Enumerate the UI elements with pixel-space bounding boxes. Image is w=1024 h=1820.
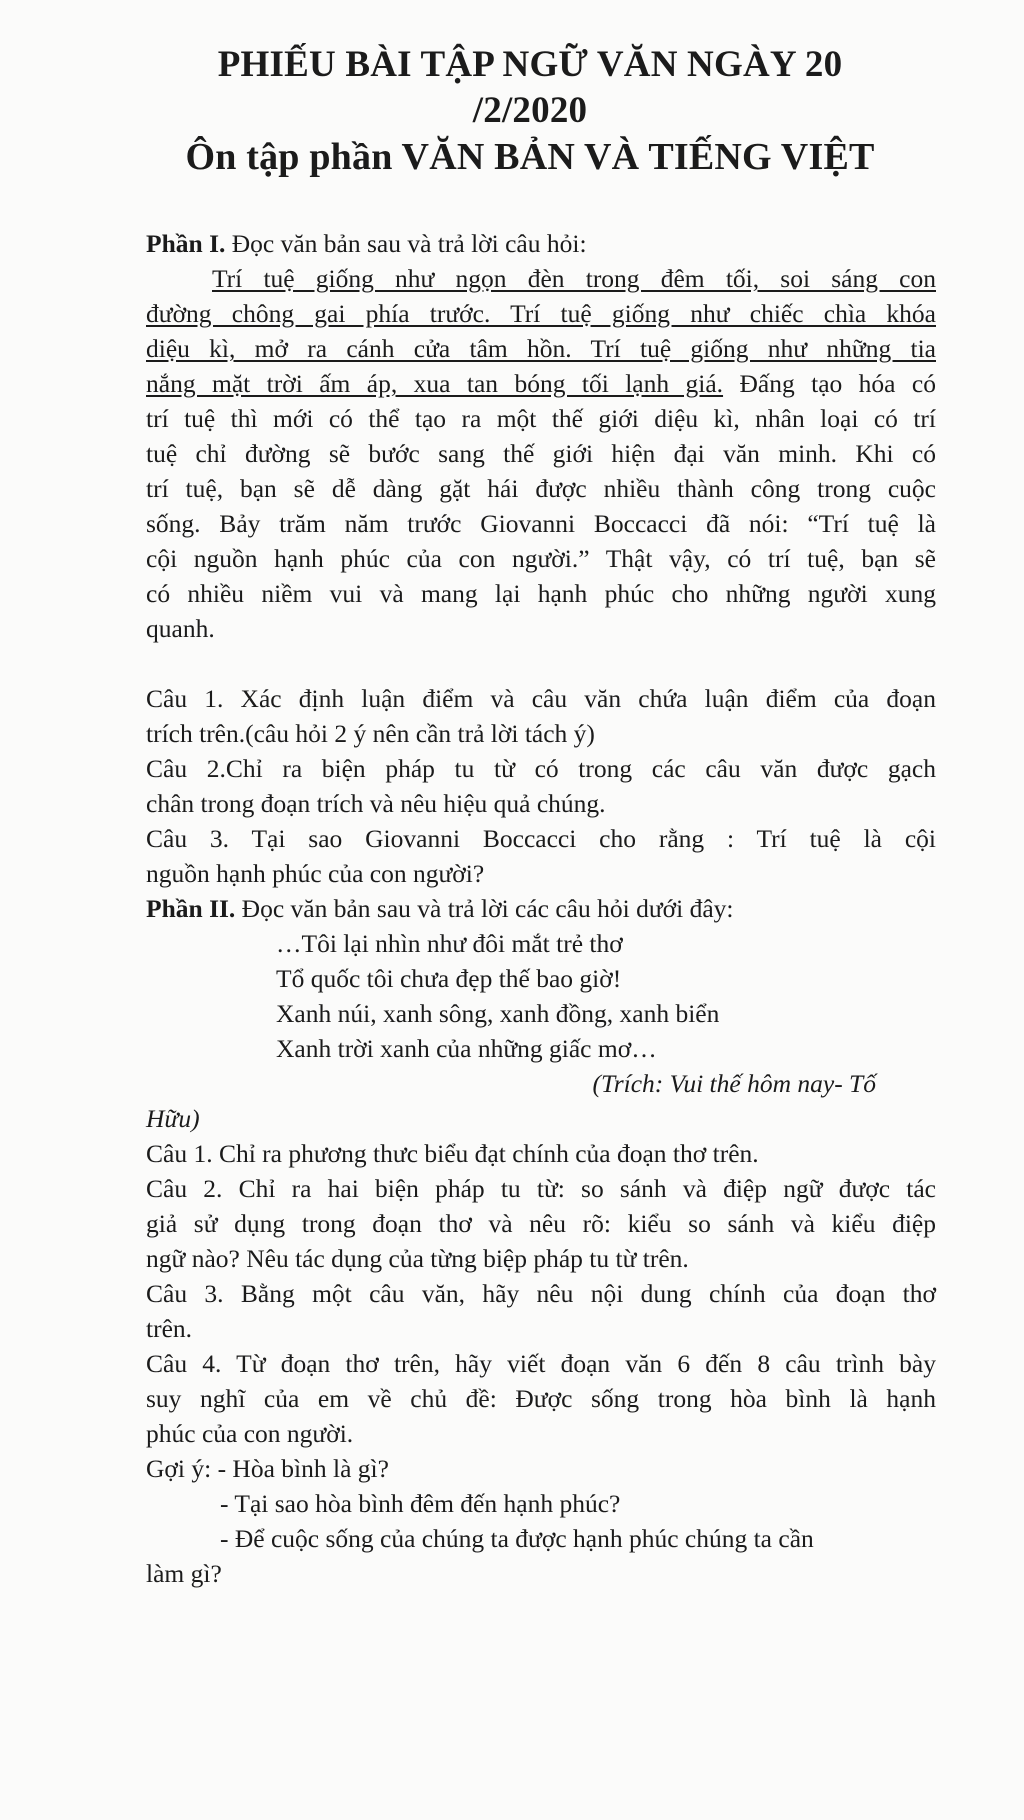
part-1-heading (146, 226, 936, 261)
question-line: Câu 1. Chỉ ra phương thưc biểu đạt chính của đoạn thơ trên. (146, 1139, 759, 1168)
passage-line: nắng mặt trời ấm áp, xua tan bóng tối lạnh giá. Đấng tạo hóa có (146, 369, 936, 398)
title-line-3: Ôn tập phần VĂN BẢN VÀ TIẾNG VIỆT (185, 136, 875, 178)
part-2-label: Phần II. (146, 894, 236, 923)
poem-source: (Trích: Vui thế hôm nay- Tố (592, 1069, 876, 1098)
passage-line: quanh. (146, 614, 215, 643)
passage-line: tuệ chỉ đường sẽ bước sang thế giới hiện đại văn minh. Khi có (146, 439, 936, 468)
part-1-instruction: Đọc văn bản sau và trả lời câu hỏi: (225, 229, 587, 258)
question-line: phúc của con người. (146, 1419, 354, 1448)
hint-line: làm gì? (146, 1559, 222, 1588)
passage-line: Trí tuệ giống như ngọn đèn trong đêm tối, soi sáng con (212, 264, 936, 293)
part-1-section (146, 226, 936, 1591)
hint-line: - Tại sao hòa bình đêm đến hạnh phúc? (220, 1489, 621, 1518)
passage-line: cội nguồn hạnh phúc của con người.” Thật vậy, có trí tuệ, bạn sẽ (146, 544, 936, 573)
question-line: ngữ nào? Nêu tác dụng của từng biệp pháp tu từ trên. (146, 1244, 689, 1273)
passage-line: trí tuệ thì mới có thể tạo ra một thế giới diệu kì, nhân loại có trí (146, 404, 936, 433)
passage-line: diệu kì, mở ra cánh cửa tâm hồn. Trí tuệ giống như những tia (146, 334, 936, 363)
title-line-1: PHIẾU BÀI TẬP NGỮ VĂN NGÀY 20 (217, 44, 843, 85)
question-line: Câu 4. Từ đoạn thơ trên, hãy viết đoạn văn 6 đến 8 câu trình bày (146, 1349, 936, 1378)
question-line: Câu 2. Chỉ ra hai biện pháp tu từ: so sánh và điệp ngữ được tác (146, 1174, 936, 1203)
poem-source-author: Hữu) (146, 1104, 200, 1133)
question-line: giả sử dụng trong đoạn thơ và nêu rõ: kiểu so sánh và kiểu điệp (146, 1209, 936, 1238)
question-line: Câu 3. Tại sao Giovanni Boccacci cho rằng : Trí tuệ là cội (146, 824, 936, 853)
hint-line: - Để cuộc sống của chúng ta được hạnh phúc chúng ta cần (220, 1524, 814, 1553)
hint-heading: Gợi ý: - Hòa bình là gì? (146, 1454, 389, 1483)
poem-line: Tổ quốc tôi chưa đẹp thế bao giờ! (276, 964, 622, 993)
part-1-label: Phần I. (146, 229, 226, 258)
passage-line: có nhiều niềm vui và mang lại hạnh phúc cho những người xung (146, 579, 936, 608)
title-line-2: /2/2020 (472, 90, 588, 131)
question-line: chân trong đoạn trích và nêu hiệu quả chúng. (146, 789, 606, 818)
passage-line: trí tuệ, bạn sẽ dễ dàng gặt hái được nhiều thành công trong cuộc (146, 474, 936, 503)
poem-line: Xanh núi, xanh sông, xanh đồng, xanh biển (276, 999, 720, 1028)
question-line: Câu 1. Xác định luận điểm và câu văn chứa luận điểm của đoạn (146, 684, 936, 713)
part-2-instruction: Đọc văn bản sau và trả lời các câu hỏi dưới đây: (235, 894, 734, 923)
question-line: nguồn hạnh phúc của con người? (146, 859, 485, 888)
part-2-heading (146, 891, 936, 926)
question-line: Câu 2.Chỉ ra biện pháp tu từ có trong các câu văn được gạch (146, 754, 936, 783)
question-line: trên. (146, 1314, 193, 1343)
question-line: trích trên.(câu hỏi 2 ý nên cần trả lời tách ý) (146, 719, 595, 748)
passage-line: đường chông gai phía trước. Trí tuệ giống như chiếc chìa khóa (146, 299, 936, 328)
passage-line: sống. Bảy trăm năm trước Giovanni Boccacci đã nói: “Trí tuệ là (146, 509, 936, 538)
question-line: suy nghĩ của em về chủ đề: Được sống trong hòa bình là hạnh (146, 1384, 936, 1413)
question-line: Câu 3. Bằng một câu văn, hãy nêu nội dung chính của đoạn thơ (146, 1279, 936, 1308)
poem-line: Xanh trời xanh của những giấc mơ… (276, 1034, 657, 1063)
poem-line: …Tôi lại nhìn như đôi mắt trẻ thơ (276, 929, 623, 958)
